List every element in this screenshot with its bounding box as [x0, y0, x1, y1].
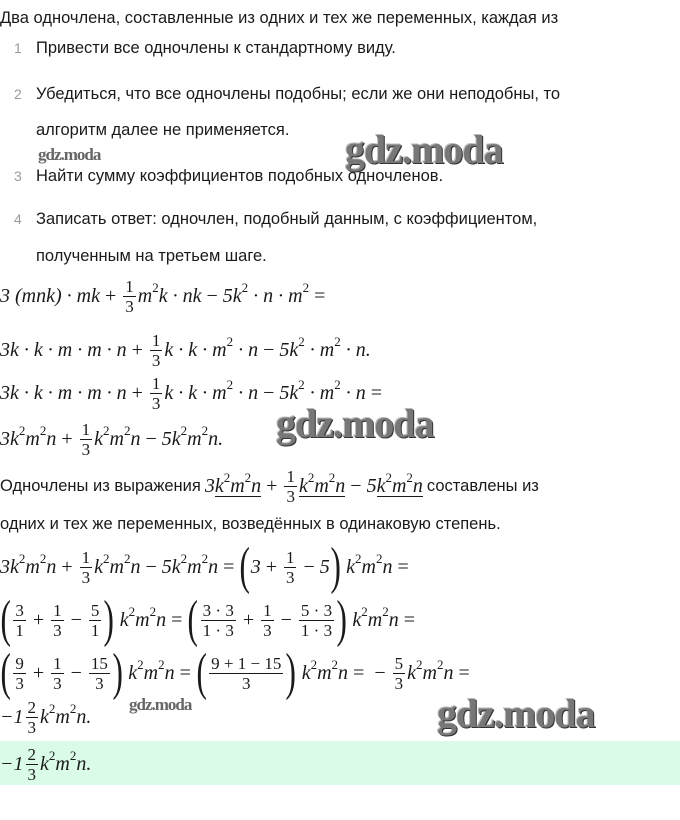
fraction-denominator: 3 [151, 393, 161, 413]
math-exponent: 2 [18, 423, 26, 438]
fraction-denominator: 3 [242, 673, 251, 693]
answer-box [0, 741, 680, 785]
math-term: n [156, 608, 167, 631]
explanation-before: Одночлены из выражения [0, 477, 201, 495]
math-exponent: 2 [375, 551, 383, 566]
math-term: · n. [340, 338, 371, 361]
math-term: m [317, 661, 332, 684]
math-fraction [209, 654, 283, 693]
math-parenthesis: ) [336, 591, 347, 648]
step-text: полученным на третьем шаге. [36, 247, 267, 265]
math-term: m [109, 427, 124, 450]
math-exponent: 2 [123, 423, 131, 438]
math-term: n [251, 474, 262, 497]
math-term: n [412, 474, 423, 497]
math-exponent: 2 [331, 657, 339, 672]
math-term: · n [233, 338, 259, 361]
math-term: k [94, 427, 104, 450]
math-parenthesis: ) [112, 644, 123, 701]
fraction-numerator: 1 [81, 419, 91, 439]
math-exponent: 2 [103, 423, 110, 438]
math-operator: + [131, 381, 143, 404]
math-exponent: 2 [307, 469, 315, 485]
math-fraction [80, 548, 93, 587]
math-term: 3k · k · m · m · n [0, 338, 127, 361]
intro-text: Два одночлена, составленные из одних и тех же переменных, каждая из [0, 9, 559, 27]
math-line [0, 538, 414, 595]
math-exponent: 2 [69, 701, 77, 716]
math-exponent: 2 [226, 334, 234, 349]
math-parenthesis: ) [285, 644, 297, 701]
math-exponent: 2 [39, 423, 47, 438]
math-term: m [25, 555, 40, 578]
math-operator: = [179, 661, 191, 684]
math-term: n [130, 555, 141, 578]
step-number: 3 [14, 168, 22, 184]
math-exponent: 2 [328, 469, 336, 485]
math-term: 3 [204, 475, 215, 497]
fraction-numerator: 2 [27, 697, 36, 717]
fraction-numerator: 15 [90, 653, 108, 673]
math-parenthesis: ) [103, 591, 115, 648]
math-term: 5 [319, 555, 330, 578]
math-operator: − [303, 555, 315, 578]
math-term: · m [304, 338, 335, 361]
watermark: gdz.moda [276, 401, 434, 446]
math-term: m [55, 752, 70, 775]
math-exponent: 2 [48, 748, 56, 763]
fraction-denominator: 3 [15, 673, 24, 693]
fraction-numerator: 1 [125, 276, 134, 296]
fraction-numerator: 5 [90, 600, 100, 620]
math-exponent: 2 [310, 657, 318, 672]
fraction-denominator: 3 [53, 673, 62, 693]
underlined-monomial [298, 469, 346, 497]
math-term: k [296, 661, 311, 684]
fraction-numerator: 1 [53, 653, 62, 673]
math-fraction [26, 698, 39, 737]
fraction-numerator: 9 + 1 − 15 [211, 653, 282, 673]
fraction-numerator: 1 [151, 330, 161, 350]
math-operator: + [61, 427, 73, 450]
math-term: m [137, 284, 153, 307]
math-operator: − [263, 381, 275, 404]
math-exponent: 2 [298, 377, 305, 392]
math-operator: = [314, 284, 326, 307]
math-term: k [298, 474, 308, 497]
fraction-denominator: 1 · 3 [202, 620, 234, 640]
math-exponent: 2 [48, 701, 56, 716]
math-exponent: 2 [180, 423, 188, 438]
math-line [0, 271, 330, 321]
math-operator: − [145, 555, 157, 578]
fraction-denominator: 3 [263, 620, 272, 640]
math-operator: − [70, 608, 82, 631]
math-term: m [109, 555, 124, 578]
math-term: m [391, 474, 407, 497]
math-term: m [361, 555, 376, 578]
step-text: Привести все одночлены к стандартному виду. [36, 39, 396, 57]
math-line [0, 692, 91, 742]
math-exponent: 2 [201, 551, 209, 566]
fraction-denominator: 3 [285, 567, 295, 587]
math-term: m [55, 705, 70, 728]
math-term: 5k [222, 284, 242, 307]
math-fraction [89, 601, 102, 640]
math-term: 3 [250, 555, 261, 578]
fraction-denominator: 3 [81, 567, 91, 587]
fraction-denominator: 3 [81, 439, 91, 459]
math-operator: + [242, 608, 255, 631]
math-term: n [164, 661, 175, 684]
fraction-numerator: 1 [286, 466, 295, 486]
math-parenthesis: ( [0, 644, 11, 701]
math-term: k · k · m [164, 381, 227, 404]
math-fraction [80, 420, 93, 459]
math-term: 3k [0, 427, 19, 450]
math-term: k [40, 752, 49, 775]
fraction-denominator: 3 [286, 486, 295, 506]
math-parenthesis: ( [187, 591, 199, 648]
math-operator: + [32, 661, 45, 684]
math-exponent: 2 [354, 551, 362, 566]
math-exponent: 2 [123, 551, 131, 566]
math-exponent: 2 [201, 423, 209, 438]
math-exponent: 2 [223, 469, 231, 485]
math-operator: − [280, 608, 292, 631]
fraction-denominator: 3 [53, 620, 62, 640]
math-term: n. [208, 427, 224, 450]
fraction-denominator: 3 [394, 673, 404, 693]
fraction-numerator: 1 [81, 547, 91, 567]
math-operator: + [104, 284, 117, 307]
math-term: m [187, 427, 202, 450]
answer-math [0, 739, 91, 789]
explanation-after: составлены из [426, 477, 539, 495]
math-term: m [187, 555, 202, 578]
fraction-numerator: 1 [263, 600, 272, 620]
math-term: n [388, 608, 399, 631]
math-term: k [123, 661, 138, 684]
math-fraction [26, 745, 39, 784]
math-operator: = [353, 661, 365, 684]
math-exponent: 2 [361, 604, 368, 619]
math-exponent: 2 [18, 551, 26, 566]
math-fraction [13, 654, 26, 693]
math-exponent: 2 [39, 551, 47, 566]
underlined-monomial [376, 469, 423, 497]
watermark: gdz.moda [345, 127, 503, 172]
fraction-numerator: 2 [27, 744, 36, 764]
math-operator: = [458, 661, 470, 684]
explanation-line [0, 464, 539, 508]
watermark: gdz.moda [129, 695, 192, 714]
math-fraction [51, 601, 64, 640]
fraction-denominator: 3 [27, 717, 36, 737]
fraction-numerator: 3 [15, 600, 24, 620]
math-term: k · nk [158, 284, 202, 307]
math-term: n. [76, 705, 92, 728]
math-term: 3k · k · m · m · n [0, 381, 127, 404]
math-parenthesis: ( [0, 591, 11, 648]
fraction-denominator: 1 [15, 620, 24, 640]
math-exponent: 2 [334, 334, 341, 349]
math-operator: = [403, 608, 416, 631]
math-term: k [347, 608, 362, 631]
math-term: 3 (mnk) · mk [0, 284, 100, 307]
math-operator: + [61, 555, 73, 578]
math-term: −1 [0, 705, 24, 728]
math-operator: + [266, 475, 278, 497]
math-line [0, 414, 223, 464]
math-operator: = [370, 381, 383, 404]
math-exponent: 2 [334, 377, 341, 392]
step-number: 1 [14, 40, 22, 56]
fraction-denominator: 1 · 3 [300, 620, 333, 640]
step-number: 4 [14, 211, 22, 227]
step-text: Найти сумму коэффициентов подобных одночленов. [36, 167, 444, 185]
math-term: n [443, 661, 454, 684]
math-operator: = [397, 555, 409, 578]
math-fraction [261, 601, 274, 640]
math-term: 5k [161, 555, 181, 578]
explanation-expression [205, 467, 423, 506]
watermark: gdz.moda [437, 691, 595, 736]
math-fraction [284, 548, 297, 587]
math-operator: + [32, 608, 45, 631]
math-operator: − [70, 661, 82, 684]
math-term: n [130, 427, 141, 450]
math-operator: + [131, 338, 143, 361]
math-exponent: 2 [436, 657, 444, 672]
math-exponent: 2 [226, 377, 234, 392]
math-term: n [46, 555, 57, 578]
math-term: k [94, 555, 104, 578]
watermark: gdz.moda [38, 145, 101, 164]
fraction-numerator: 5 [394, 653, 404, 673]
math-term: · n [340, 381, 366, 404]
math-fraction [123, 277, 136, 316]
math-fraction [284, 467, 297, 506]
fraction-denominator: 1 [90, 620, 100, 640]
math-term: −1 [0, 752, 24, 775]
math-fraction [13, 601, 26, 640]
math-operator: − [374, 661, 386, 684]
step-text: Убедиться, что все одночлены подобны; если же они неподобны, то [36, 85, 561, 103]
math-term: k · k · m [164, 338, 227, 361]
math-term: 5k [161, 427, 181, 450]
math-line [0, 644, 475, 701]
math-term: m [230, 474, 245, 497]
math-operator: + [265, 555, 277, 578]
math-parenthesis: ( [196, 644, 207, 701]
math-term: 5 [366, 475, 377, 497]
math-operator: = [171, 608, 183, 631]
math-operator: − [263, 338, 275, 361]
math-term: n [338, 661, 349, 684]
math-exponent: 2 [406, 469, 413, 485]
fraction-numerator: 1 [53, 600, 62, 620]
math-exponent: 2 [244, 469, 252, 485]
fraction-numerator: 3 · 3 [202, 600, 234, 620]
math-parenthesis: ) [330, 538, 341, 595]
math-exponent: 2 [158, 657, 165, 672]
math-exponent: 2 [385, 469, 392, 485]
fraction-denominator: 3 [27, 764, 36, 784]
math-term: k [114, 608, 129, 631]
math-exponent: 2 [103, 551, 110, 566]
math-term: m [25, 427, 40, 450]
math-exponent: 2 [180, 551, 188, 566]
math-operator: − [350, 475, 362, 497]
math-term: m [422, 661, 437, 684]
math-term: m [367, 608, 383, 631]
math-term: m [143, 661, 159, 684]
math-exponent: 2 [241, 280, 249, 295]
fraction-denominator: 3 [95, 673, 104, 693]
math-term: n [382, 555, 393, 578]
math-term: k [40, 705, 49, 728]
math-exponent: 2 [152, 280, 159, 295]
math-exponent: 2 [298, 334, 305, 349]
math-exponent: 2 [137, 657, 144, 672]
math-fraction [393, 654, 406, 693]
math-exponent: 2 [382, 604, 389, 619]
fraction-numerator: 1 [285, 547, 295, 567]
fraction-denominator: 3 [125, 296, 134, 316]
step-number: 2 [14, 86, 22, 102]
math-fraction [201, 601, 236, 640]
math-exponent: 2 [415, 657, 423, 672]
step-text: алгоритм далее не применяется. [36, 121, 290, 139]
math-term: · n · m [248, 284, 303, 307]
math-operator: = [223, 555, 235, 578]
math-term: k [376, 474, 386, 497]
math-term: n [208, 555, 219, 578]
fraction-numerator: 5 · 3 [300, 600, 333, 620]
math-fraction [299, 601, 334, 640]
math-exponent: 2 [149, 604, 157, 619]
math-operator: − [206, 284, 218, 307]
math-term: n. [76, 752, 92, 775]
math-term: 5k [279, 338, 299, 361]
math-term: m [135, 608, 150, 631]
math-term: · m [304, 381, 335, 404]
math-exponent: 2 [69, 748, 77, 763]
math-term: k [407, 661, 416, 684]
math-fraction [89, 654, 110, 693]
math-term: k [341, 555, 355, 578]
math-parenthesis: ( [239, 538, 251, 595]
math-term: · n [233, 381, 259, 404]
math-exponent: 2 [128, 604, 136, 619]
math-term: m [314, 474, 329, 497]
math-fraction [51, 654, 64, 693]
math-term: k [214, 474, 224, 497]
math-fraction [150, 331, 163, 370]
step-text: Записать ответ: одночлен, подобный данным, с коэффициентом, [36, 210, 538, 228]
fraction-numerator: 9 [15, 653, 24, 673]
math-fraction [150, 374, 163, 413]
explanation-line-2: одних и тех же переменных, возведённых в одинаковую степень. [0, 515, 501, 533]
fraction-denominator: 3 [151, 350, 161, 370]
math-term: 5k [279, 381, 299, 404]
math-term: n [335, 474, 346, 497]
math-line [0, 591, 420, 648]
math-exponent: 2 [302, 280, 310, 295]
underlined-monomial [214, 469, 262, 497]
math-term: n [46, 427, 57, 450]
math-term: 3k [0, 555, 19, 578]
fraction-numerator: 1 [151, 373, 161, 393]
math-operator: − [145, 427, 157, 450]
